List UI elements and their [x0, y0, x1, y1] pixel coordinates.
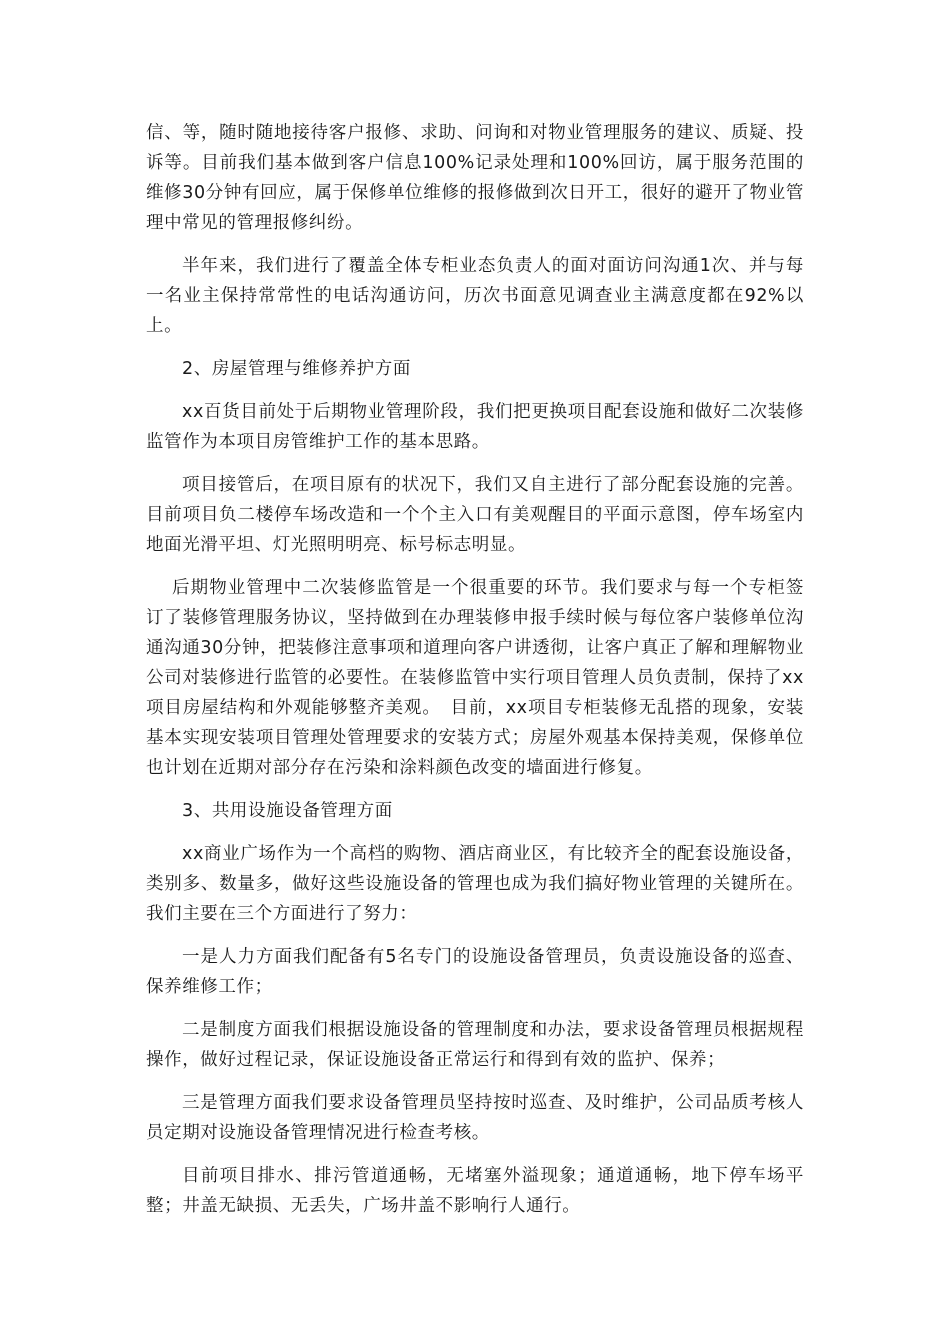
paragraph-current-status: 目前项目排水、排污管道通畅，无堵塞外溢现象；通道通畅，地下停车场平整；井盖无缺损、无丢失，广场井盖不影响行人通行。 — [146, 1166, 804, 1216]
paragraph-facility-improvement: 项目接管后，在项目原有的状况下，我们又自主进行了部分配套设施的完善。目前项目负二楼停车场改造和一个个主入口有美观醒目的平面示意图，停车场室内地面光滑平坦、灯光照明明亮、标号标志明显。 — [146, 475, 804, 555]
paragraph-manpower: 一是人力方面我们配备有5名专门的设施设备管理员，负责设施设备的巡查、保养维修工作； — [146, 947, 804, 997]
section-heading-housing-maintenance: 2、房屋管理与维修养护方面 — [182, 359, 411, 379]
paragraph-housing-strategy: xx百货目前处于后期物业管理阶段，我们把更换项目配套设施和做好二次装修监管作为本项目房管维护工作的基本思路。 — [146, 402, 804, 452]
paragraph-renovation-supervision: 后期物业管理中二次装修监管是一个很重要的环节。我们要求与每一个专柜签订了装修管理服务协议，坚持做到在办理装修申报手续时候与每位客户装修单位沟通沟通30分钟，把装修注意事项和道理向客户讲透彻，让客户真正了解和理解物业公司对装修进行监管的必要性。在装修监管中实行项目管理人员负责制，保持了xx项目房屋结构和外观能够整齐美观。 目前，xx项目专柜装修无乱搭的现象，安装基本实现安装项目管理处管理要求的安装方式；房屋外观基本保持美观，保修单位也计划在近期对部分存在污染和涂料颜色改变的墙面进行修复。 — [146, 578, 804, 778]
paragraph-facilities-overview: xx商业广场作为一个高档的购物、酒店商业区，有比较齐全的配套设施设备，类别多、数量多，做好这些设施设备的管理也成为我们搞好物业管理的关键所在。我们主要在三个方面进行了努力： — [146, 844, 804, 924]
paragraph-owner-visits: 半年来，我们进行了覆盖全体专柜业态负责人的面对面访问沟通1次、并与每一名业主保持常常性的电话沟通访问，历次书面意见调查业主满意度都在92%以上。 — [146, 256, 804, 336]
paragraph-management: 三是管理方面我们要求设备管理员坚持按时巡查、及时维护，公司品质考核人员定期对设施设备管理情况进行检查考核。 — [146, 1093, 804, 1143]
paragraph-regulations: 二是制度方面我们根据设施设备的管理制度和办法，要求设备管理员根据规程操作，做好过程记录，保证设施设备正常运行和得到有效的监护、保养； — [146, 1020, 804, 1070]
section-heading-shared-facilities: 3、共用设施设备管理方面 — [182, 801, 393, 821]
document-page — [146, 118, 804, 1234]
paragraph-customer-service: 信、等，随时随地接待客户报修、求助、问询和对物业管理服务的建议、质疑、投诉等。目前我们基本做到客户信息100%记录处理和100%回访，属于服务范围的维修30分钟有回应，属于保修单位维修的报修做到次日开工，很好的避开了物业管理中常见的管理报修纠纷。 — [146, 123, 804, 233]
